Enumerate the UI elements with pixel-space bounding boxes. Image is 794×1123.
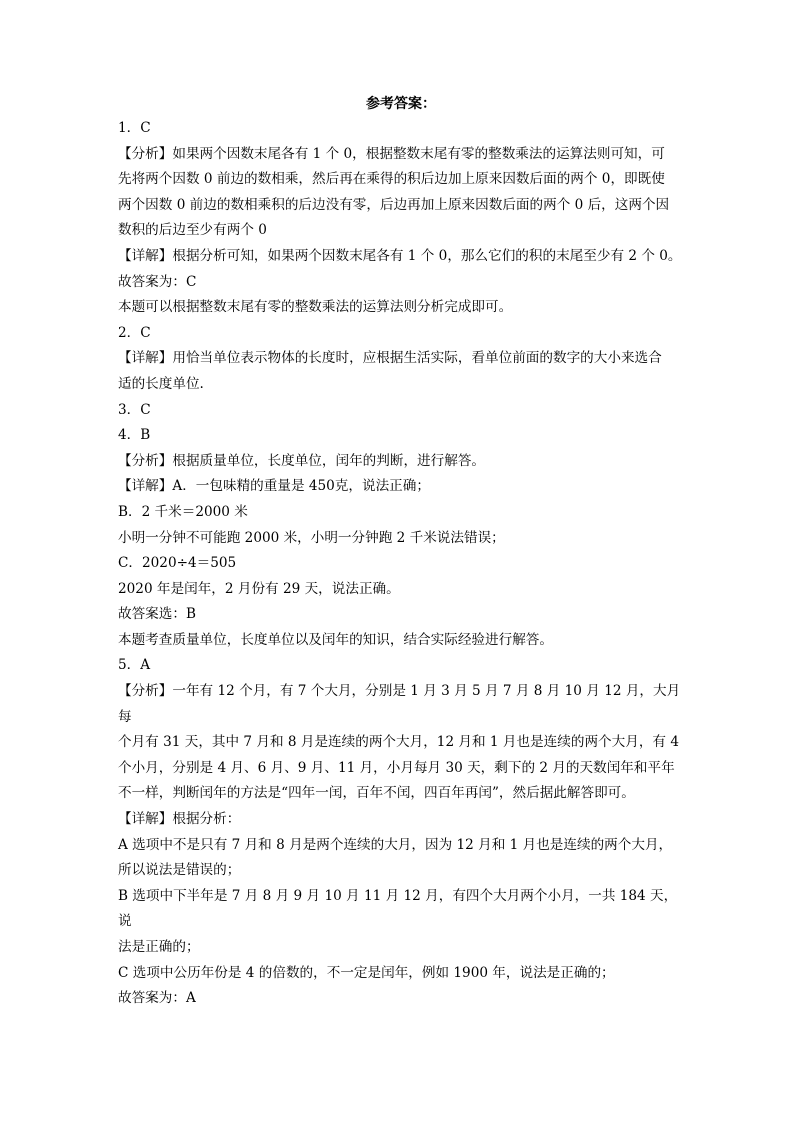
answer-line-2: 【分析】如果两个因数末尾各有 1 个 0，根据整数末尾有零的整数乘法的运算法则可知，可	[118, 145, 665, 162]
answer-line-24: 个月有 31 天，其中 7 月和 8 月是连续的两个大月，12 月和 1 月也是连续的两个大月，有 4	[118, 734, 679, 751]
answer-line-33: 故答案为：A	[118, 990, 196, 1007]
answer-line-9: 2．C	[118, 324, 151, 341]
answer-line-4: 两个因数 0 前边的数相乘积的后边没有零，后边再加上原来因数后面的两个 0 后，这两个因	[118, 196, 670, 213]
answer-line-6: 【详解】根据分析可知，如果两个因数末尾各有 1 个 0，那么它们的积的末尾至少有 2 个 0。	[118, 247, 682, 264]
answer-line-26: 不一样，判断闰年的方法是“四年一闰，百年不闰，四百年再闰”，然后据此解答即可。	[118, 785, 635, 802]
answer-line-10: 【详解】用恰当单位表示物体的长度时，应根据生活实际，看单位前面的数字的大小来选合	[118, 350, 662, 367]
page-title: 参考答案：	[366, 96, 436, 112]
answer-line-30: B 选项中下半年是 7 月 8 月 9 月 10 月 11 月 12 月，有四个大月两个小月，一共 184 天，说	[118, 887, 678, 930]
answer-line-31: 法是正确的；	[118, 939, 200, 955]
answer-line-20: 故答案选：B	[118, 606, 196, 623]
answer-line-29: 所以说法是错误的；	[118, 862, 241, 879]
answer-line-14: 【分析】根据质量单位，长度单位，闰年的判断，进行解答。	[118, 452, 486, 469]
answer-key-page	[118, 92, 684, 1012]
answer-line-32: C 选项中公历年份是 4 的倍数的，不一定是闰年，例如 1900 年，说法是正确的；	[118, 964, 615, 981]
answer-line-25: 个小月，分别是 4 月、6 月、9 月、11 月，小月每月 30 天，剩下的 2 月的天数闰年和平年	[118, 759, 675, 776]
answer-line-5: 数积的后边至少有两个 0	[118, 222, 267, 239]
answer-line-22: 5．A	[118, 657, 151, 674]
answer-line-13: 4．B	[118, 427, 151, 444]
answer-line-15: 【详解】A．一包味精的重量是 450克，说法正确；	[118, 478, 430, 495]
answer-line-21: 本题考查质量单位，长度单位以及闰年的知识，结合实际经验进行解答。	[118, 631, 553, 648]
answer-line-1: 1．C	[118, 120, 151, 136]
answer-line-12: 3．C	[118, 401, 151, 418]
answer-line-28: A 选项中不是只有 7 月和 8 月是两个连续的大月，因为 12 月和 1 月也是连续的两个大月，	[118, 836, 673, 853]
answer-line-17: 小明一分钟不可能跑 2000 米，小明一分钟跑 2 千米说法错误；	[118, 529, 505, 546]
answer-line-23: 【分析】一年有 12 个月，有 7 个大月，分别是 1 月 3 月 5 月 7 月 8 月 10 月 12 月，大月每	[118, 683, 681, 725]
answer-line-18: C．2020÷4＝505	[118, 555, 237, 572]
answer-line-19: 2020 年是闰年，2 月份有 29 天，说法正确。	[118, 580, 400, 597]
answer-line-8: 本题可以根据整数末尾有零的整数乘法的运算法则分析完成即可。	[118, 299, 513, 316]
answer-line-11: 适的长度单位.	[118, 375, 204, 392]
answer-line-3: 先将两个因数 0 前边的数相乘，然后再在乘得的积后边加上原来因数后面的两个 0，即既使	[118, 171, 665, 188]
answer-line-27: 【详解】根据分析：	[118, 811, 241, 828]
answer-line-16: B．2 千米＝2000 米	[118, 503, 248, 520]
answer-line-7: 故答案为：C	[118, 273, 197, 290]
